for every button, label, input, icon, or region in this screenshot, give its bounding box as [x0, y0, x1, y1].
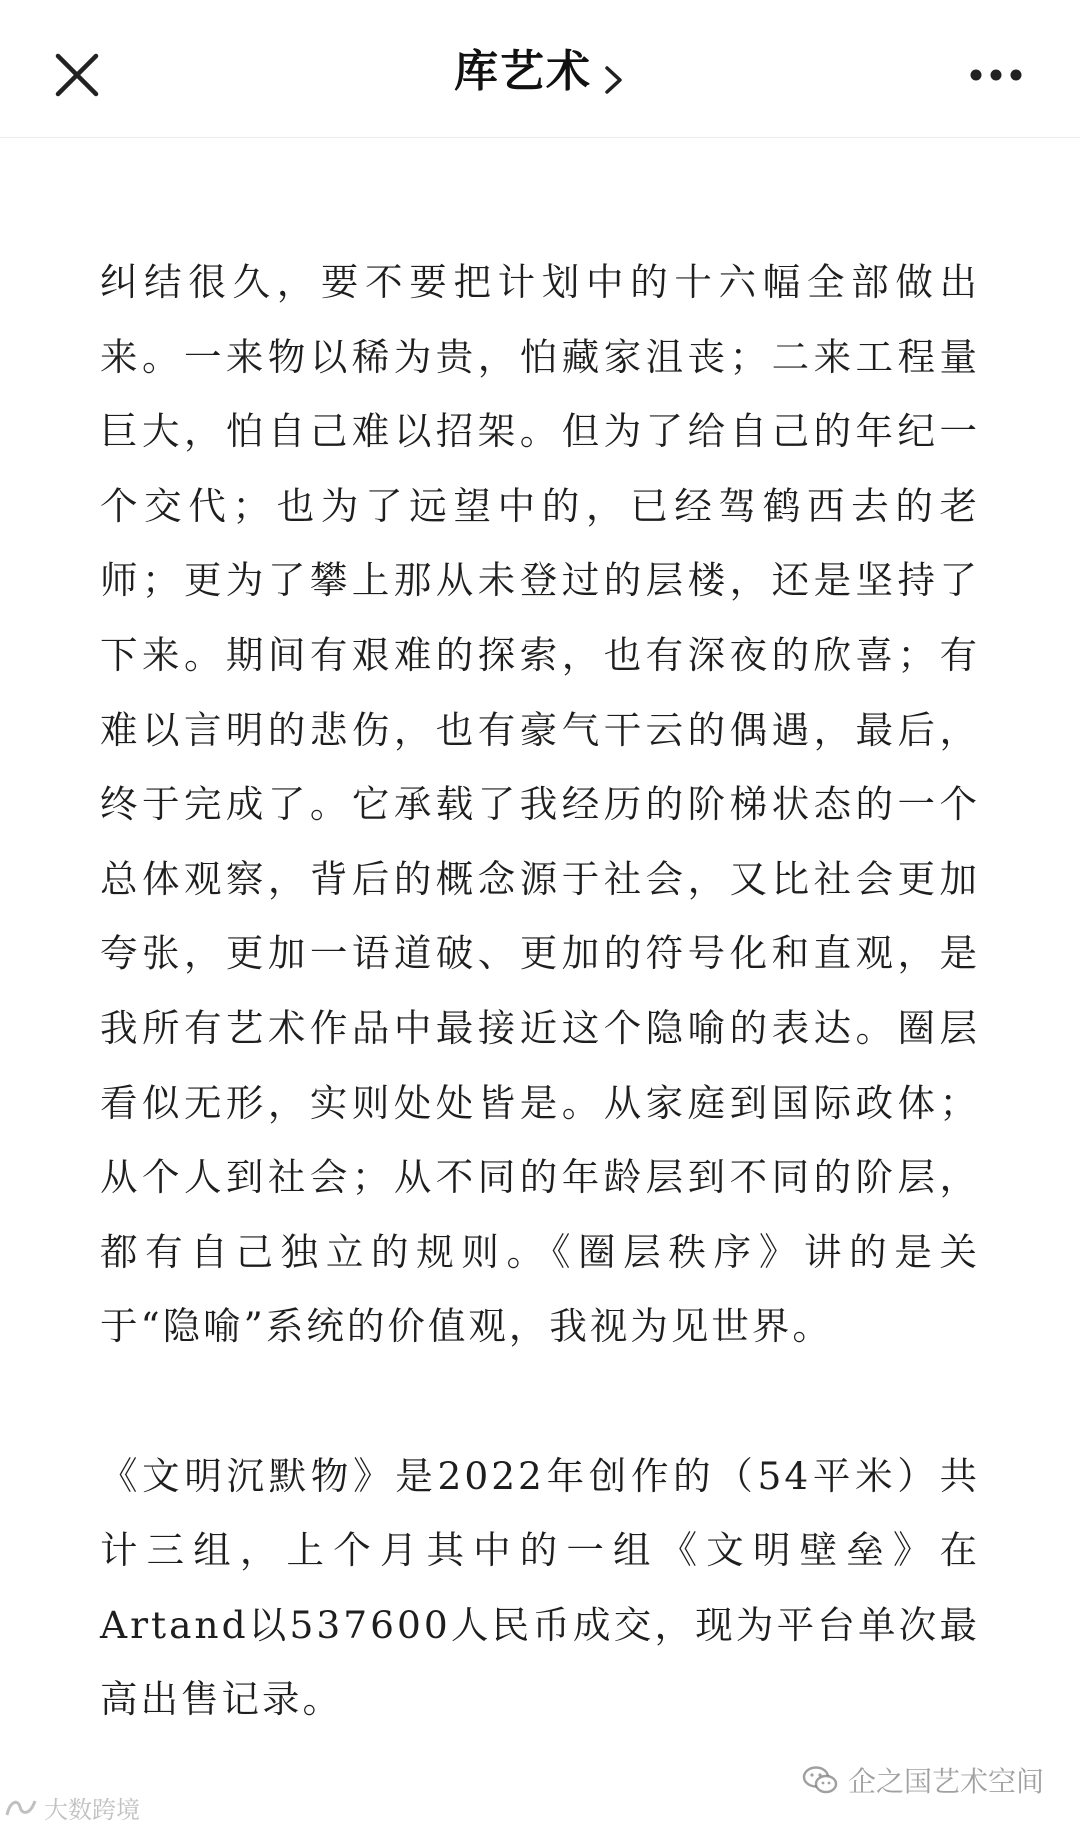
watermark-left-text: 大数跨境 — [44, 1796, 140, 1824]
wechat-icon — [802, 1765, 838, 1795]
article-body — [100, 245, 980, 1737]
watermark-right — [802, 1760, 1044, 1800]
watermark-left — [4, 1790, 140, 1825]
logo-icon — [4, 1795, 38, 1821]
more-dots-icon[interactable] — [968, 58, 1024, 92]
nav-bar — [0, 0, 1080, 138]
chevron-right-icon — [602, 54, 626, 90]
account-name: 库艺术 — [454, 46, 592, 97]
watermark-right-text: 企之国艺术空间 — [847, 1765, 1044, 1798]
article-paragraph: 纠结很久，要不要把计划中的十六幅全部做出来。一来物以稀为贵，怕藏家沮丧；二来工程量巨大，怕自己难以招架。但为了给自己的年纪一个交代；也为了远望中的，已经驾鹤西去的老师；更为了攀上那从未登过的层楼，还是坚持了下来。期间有艰难的探索，也有深夜的欣喜；有难以言明的悲伤，也有豪气干云的偶遇，最后，终于完成了。它承载了我经历的阶梯状态的一个总体观察，背后的概念源于社会，又比社会更加夸张，更加一语道破、更加的符号化和直观，是我所有艺术作品中最接近这个隐喻的表达。圈层看似无形，实则处处皆是。从家庭到国际政体；从个人到社会；从不同的年龄层到不同的阶层，都有自己独立的规则。《圈层秩序》讲的是关于“隐喻”系统的价值观，我视为见世界。 — [100, 260, 980, 1349]
nav-title — [0, 42, 1080, 102]
account-title-link[interactable] — [454, 42, 626, 102]
article-paragraph: 《文明沉默物》是2022年创作的（54平米）共计三组，上个月其中的一组《文明壁垒》在Artand以537600人民币成交，现为平台单次最高出售记录。 — [100, 1453, 980, 1722]
